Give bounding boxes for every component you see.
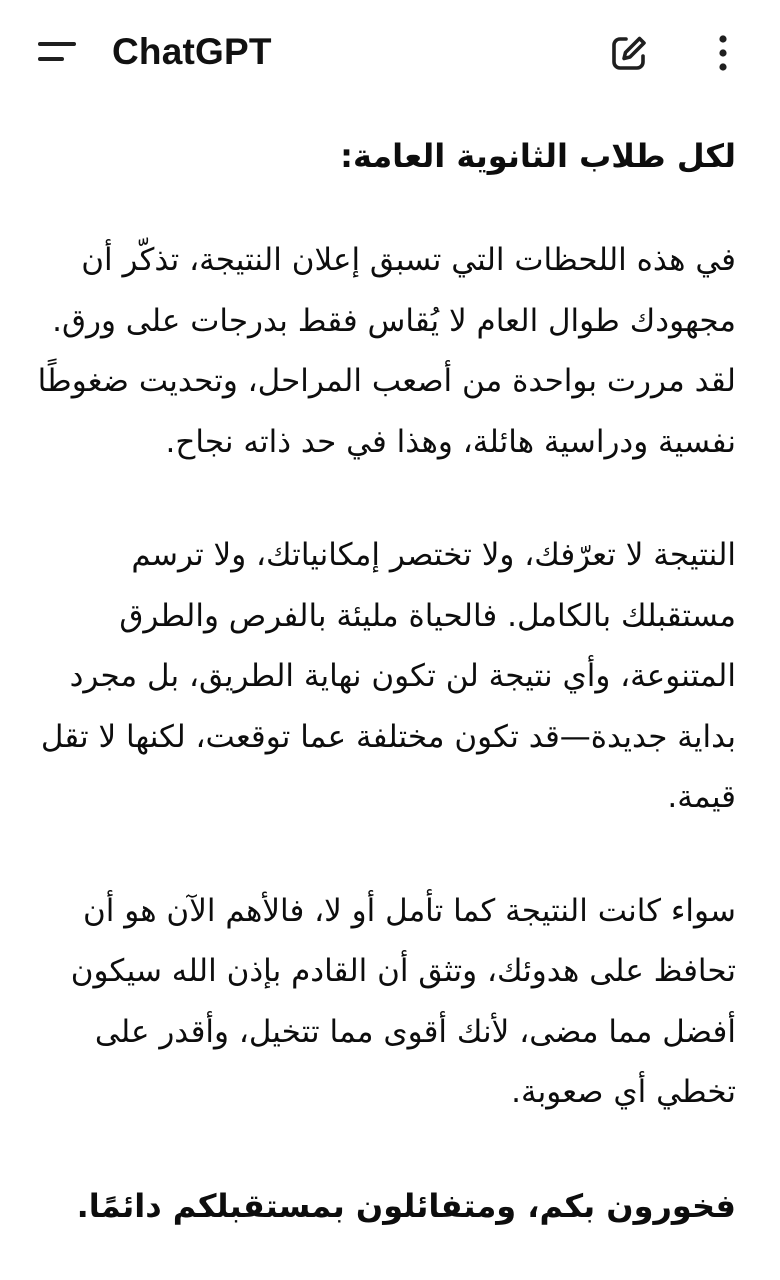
message-paragraph: في هذه اللحظات التي تسبق إعلان النتيجة، تذكّر أن مجهودك طوال العام لا يُقاس فقط بدرجات على ورق. لقد مررت بواحدة من أصعب المراحل، وتحديت ضغوطًا نفسية ودراسية هائلة، وهذا في حد ذاته نجاح. bbox=[37, 242, 736, 460]
top-app-bar bbox=[0, 0, 780, 104]
assistant-message bbox=[36, 126, 736, 1236]
message-closing: فخورون بكم، ومتفائلون بمستقبلكم دائمًا. bbox=[76, 1186, 736, 1225]
more-vertical-icon[interactable] bbox=[706, 30, 740, 76]
new-chat-edit-icon[interactable] bbox=[606, 30, 652, 76]
message-paragraph: سواء كانت النتيجة كما تأمل أو لا، فالأهم الآن هو أن تحافظ على هدوئك، وتثق أن القادم بإذن الله سيكون أفضل مما مضى، لأنك أقوى مما تتخيل، وأقدر على تخطي أي صعوبة. bbox=[70, 892, 736, 1110]
message-heading: لكل طلاب الثانوية العامة: bbox=[340, 137, 736, 175]
message-paragraph: النتيجة لا تعرّفك، ولا تختصر إمكانياتك، ولا ترسم مستقبلك بالكامل. فالحياة مليئة بالفرص والطرق المتنوعة، وأي نتيجة لن تكون نهاية الطريق، بل مجرد بداية جديدة—قد تكون مختلفة عما توقعت، لكنها لا تقل قيمة. bbox=[40, 537, 736, 815]
menu-icon[interactable] bbox=[30, 32, 80, 72]
app-title: ChatGPT bbox=[112, 31, 272, 72]
